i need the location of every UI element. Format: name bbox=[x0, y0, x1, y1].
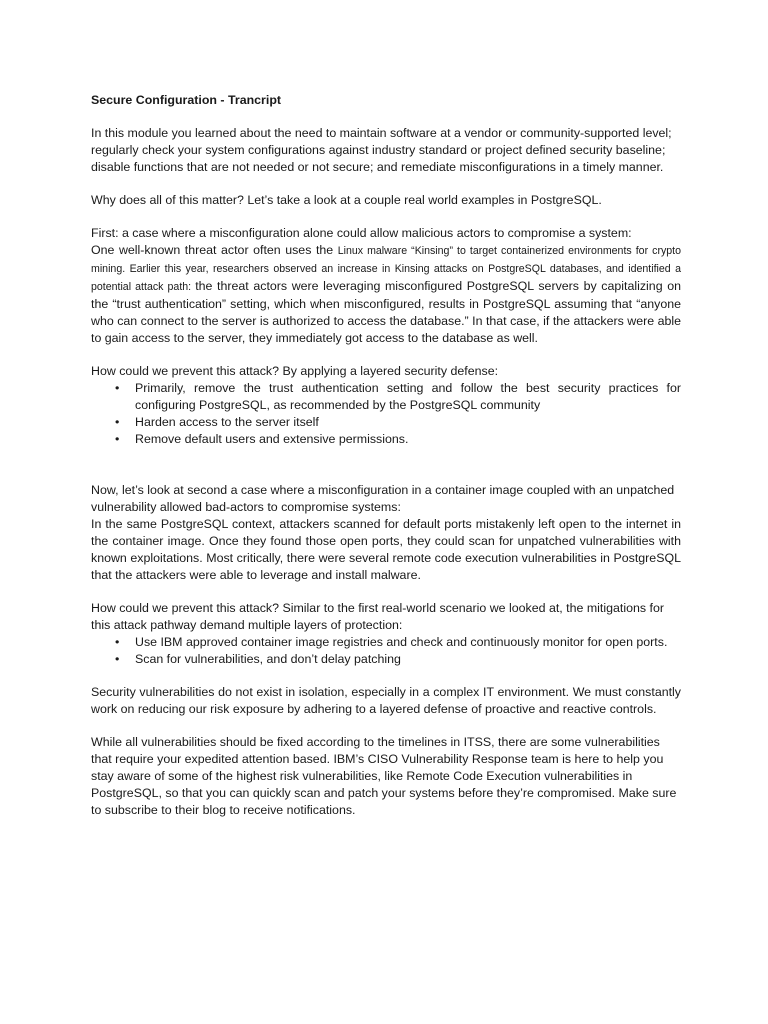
case1-text-small: Linux malware “Kinsing” to target containerized environments for crypto mining. Earlier this year, researchers observed an increase in Kinsing attacks on PostgreSQL databases, and identified a potential attack path: bbox=[91, 245, 681, 293]
case1-text-start: One well-known threat actor often uses the bbox=[91, 243, 338, 257]
case2-heading: Now, let’s look at second a case where a misconfiguration in a container image coupled with an unpatched vulnerability allowed bad-actors to compromise systems: bbox=[91, 483, 675, 514]
case2-paragraph: In the same PostgreSQL context, attackers scanned for default ports mistakenly left open to the internet in the container image. Once they found those open ports, they could scan for unpatched vulnerabilities with known exploitations. Most critically, there were several remote code execution vulnerabilities in PostgreSQL that the attackers were able to leverage and install malware. bbox=[91, 517, 681, 582]
prevent1-question: How could we prevent this attack? By applying a layered security defense: bbox=[91, 364, 499, 378]
document-title: Secure Configuration - Trancript bbox=[91, 93, 282, 107]
list-item: • Remove default users and extensive permissions. bbox=[91, 431, 681, 448]
isolation-paragraph: Security vulnerabilities do not exist in isolation, especially in a complex IT environment. We must constantly work on reducing our risk exposure by adhering to a layered defense of proactive and reactive controls. bbox=[91, 685, 681, 716]
list-item: • Scan for vulnerabilities, and don’t delay patching bbox=[91, 651, 681, 668]
intro-paragraph: In this module you learned about the need to maintain software at a vendor or community-supported level; regularly check your system configurations against industry standard or project defined security baseline; disable functions that are not needed or not secure; and remediate misconfigurations in a timely manner. bbox=[91, 126, 672, 174]
case1-text-end: the threat actors were leveraging misconfigured PostgreSQL servers by capitalizing on the “trust authentication” setting, which when misconfigured, results in PostgreSQL assuming that “anyone who can connect to the server is authorized to access the database.” In that case, if the attackers were able to gain access to the server, they immediately got access to the database as well. bbox=[91, 279, 681, 345]
list-item: • Harden access to the server itself bbox=[91, 414, 681, 431]
prevent2-question: How could we prevent this attack? Similar to the first real-world scenario we looked at, the mitigations for this attack pathway demand multiple layers of protection: bbox=[91, 601, 664, 632]
closing-paragraph: While all vulnerabilities should be fixed according to the timelines in ITSS, there are some vulnerabilities that require your expedited attention based. IBM’s CISO Vulnerability Response team is here to help you stay aware of some of the highest risk vulnerabilities, like Remote Code Execution vulnerabilities in PostgreSQL, so that you can quickly scan and patch your systems before they’re compromised. Make sure to subscribe to their blog to receive notifications. bbox=[91, 735, 677, 817]
prevent1-bullet-list bbox=[91, 380, 681, 448]
case1-paragraph bbox=[91, 242, 681, 347]
case1-heading: First: a case where a misconfiguration alone could allow malicious actors to compromise a system: bbox=[91, 226, 632, 240]
document-page bbox=[91, 92, 681, 819]
why-paragraph: Why does all of this matter? Let’s take a look at a couple real world examples in PostgreSQL. bbox=[91, 193, 602, 207]
list-item: • Use IBM approved container image registries and check and continuously monitor for open ports. bbox=[91, 634, 681, 651]
list-item: • Primarily, remove the trust authentication setting and follow the best security practices for configuring PostgreSQL, as recommended by the PostgreSQL community bbox=[91, 380, 681, 414]
prevent2-bullet-list bbox=[91, 634, 681, 668]
